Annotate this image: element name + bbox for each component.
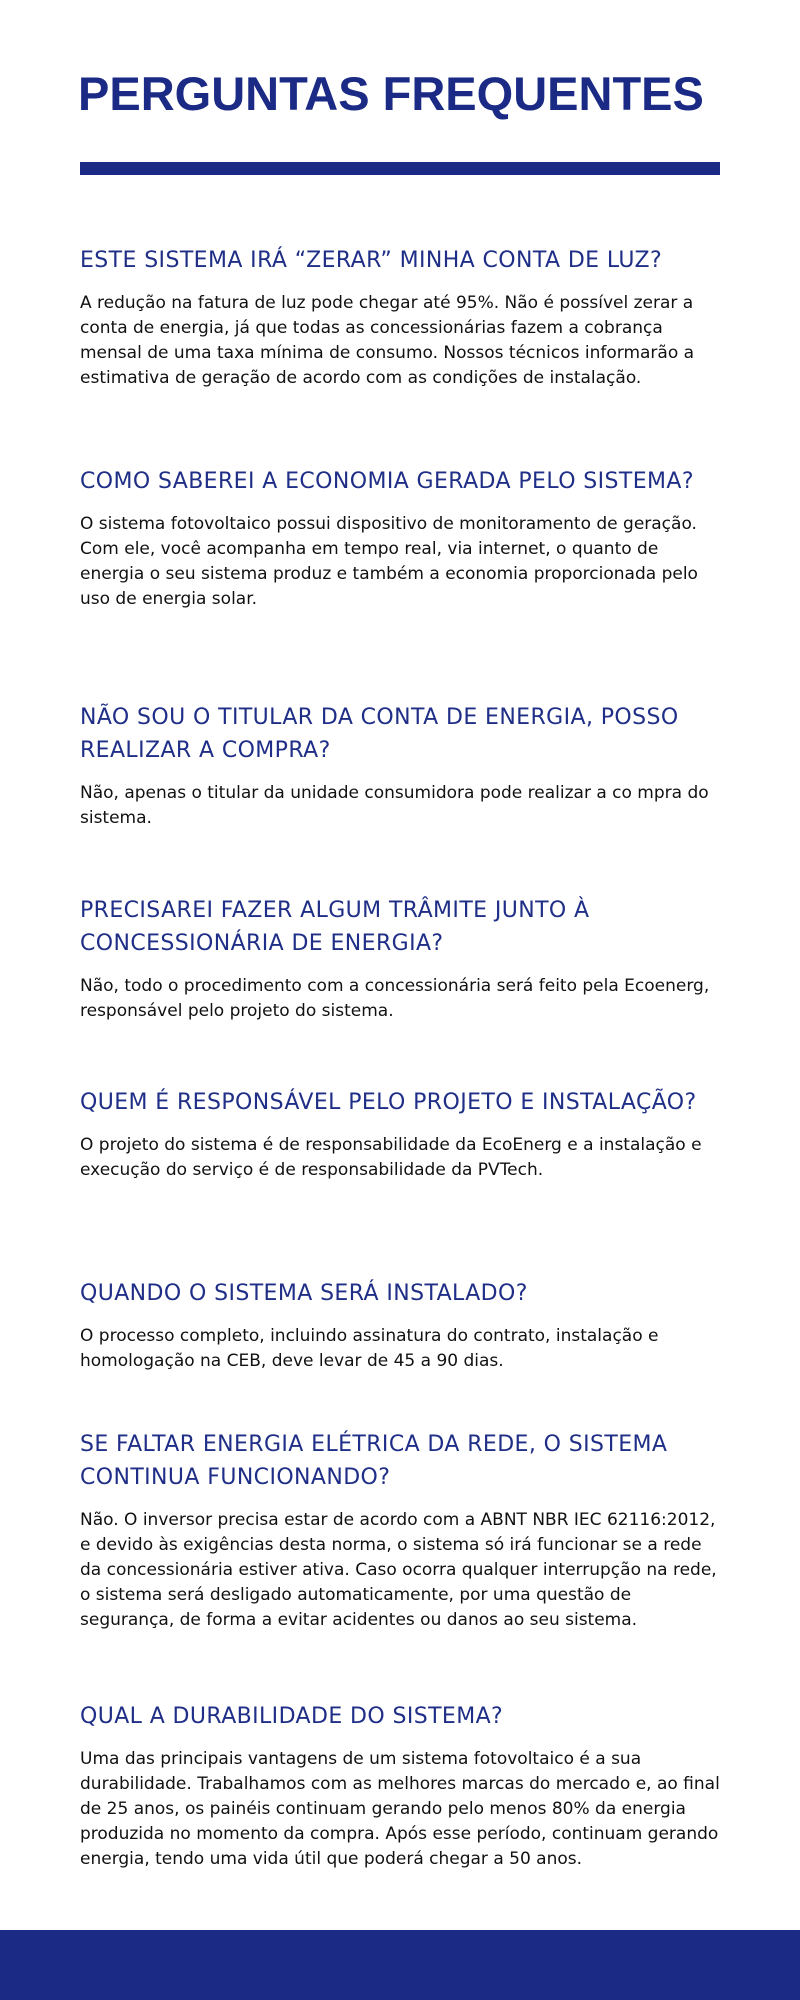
faq-answer: O processo completo, incluindo assinatura do contrato, instalação e homologação na CEB, deve levar de 45 a 90 dias. xyxy=(80,1326,659,1371)
faq-item-titular xyxy=(80,701,720,831)
faq-question: QUAL A DURABILIDADE DO SISTEMA? xyxy=(80,1704,504,1729)
faq-item-tramite xyxy=(80,894,720,1024)
footer-band xyxy=(0,1930,800,2000)
faq-question: COMO SABEREI A ECONOMIA GERADA PELO SISTEMA? xyxy=(80,469,694,494)
faq-item-instalacao xyxy=(80,1277,720,1374)
faq-answer: Uma das principais vantagens de um sistema fotovoltaico é a sua durabilidade. Trabalhamos com as melhores marcas do mercado e, ao final de 25 anos, os painéis continuam gerando pelo menos 80% da energia produzida no momento da compra. Após esse período, continuam gerando energia, tendo uma vida útil que poderá chegar a 50 anos. xyxy=(80,1749,720,1869)
faq-question: PRECISAREI FAZER ALGUM TRÂMITE JUNTO À CONCESSIONÁRIA DE ENERGIA? xyxy=(80,898,590,956)
page-title: PERGUNTAS FREQUENTES xyxy=(78,67,704,120)
faq-item-responsavel xyxy=(80,1086,720,1183)
faq-question: QUANDO O SISTEMA SERÁ INSTALADO? xyxy=(80,1281,528,1306)
faq-answer: O sistema fotovoltaico possui dispositivo de monitoramento de geração. Com ele, você acompanha em tempo real, via internet, o quanto de energia o seu sistema produz e também a economia proporcionada pelo uso de energia solar. xyxy=(80,514,698,609)
faq-item-falta-energia xyxy=(80,1428,720,1633)
faq-answer: O projeto do sistema é de responsabilidade da EcoEnerg e a instalação e execução do serviço é de responsabilidade da PVTech. xyxy=(80,1135,702,1180)
title-divider xyxy=(80,162,720,175)
faq-question: QUEM É RESPONSÁVEL PELO PROJETO E INSTALAÇÃO? xyxy=(80,1090,697,1115)
faq-question: ESTE SISTEMA IRÁ “ZERAR” MINHA CONTA DE LUZ? xyxy=(80,248,663,273)
faq-answer: Não, apenas o titular da unidade consumidora pode realizar a co mpra do sistema. xyxy=(80,783,709,828)
faq-answer: A redução na fatura de luz pode chegar até 95%. Não é possível zerar a conta de energia, já que todas as concessionárias fazem a cobrança mensal de uma taxa mínima de consumo. Nossos técnicos informarão a estimativa de geração de acordo com as condições de instalação. xyxy=(80,293,695,388)
faq-question: SE FALTAR ENERGIA ELÉTRICA DA REDE, O SISTEMA CONTINUA FUNCIONANDO? xyxy=(80,1432,668,1490)
faq-item-economia xyxy=(80,465,720,612)
faq-answer: Não, todo o procedimento com a concessionária será feito pela Ecoenerg, responsável pelo projeto do sistema. xyxy=(80,976,710,1021)
faq-question: NÃO SOU O TITULAR DA CONTA DE ENERGIA, POSSO REALIZAR A COMPRA? xyxy=(80,705,679,763)
faq-item-durabilidade xyxy=(80,1700,720,1872)
faq-answer: Não. O inversor precisa estar de acordo com a ABNT NBR IEC 62116:2012, e devido às exigências desta norma, o sistema só irá funcionar se a rede da concessionária estiver ativa. Caso ocorra qualquer interrupção na rede, o sistema será desligado automaticamente, por uma questão de segurança, de forma a evitar acidentes ou danos ao seu sistema. xyxy=(80,1510,717,1630)
faq-item-zerar-conta xyxy=(80,244,720,391)
